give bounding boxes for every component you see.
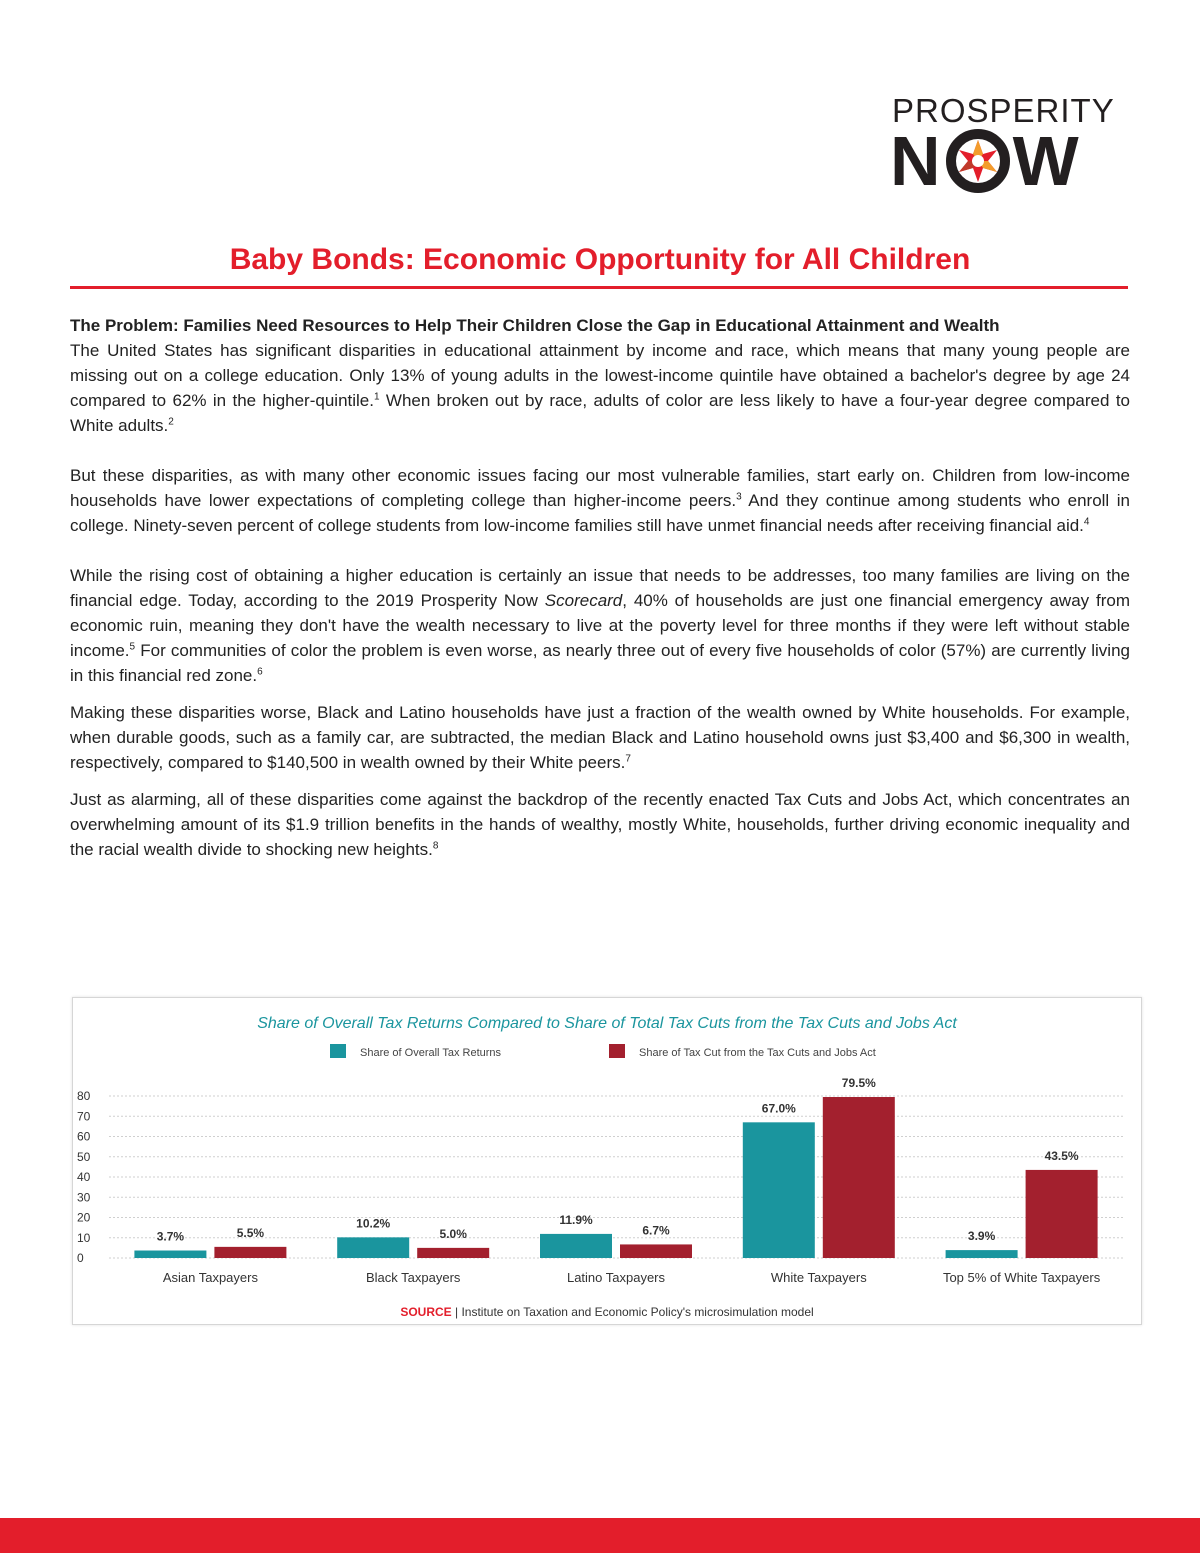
paragraph-3 <box>70 563 1130 688</box>
paragraph-1-text: The United States has significant disparities in educational attainment by income and race, which means that many young people are missing out on a college education. Only 13% of young adults in the lowest-income quintile have obtained a bachelor's degree by age 24 compared to 62% in the higher-quintile. <box>70 341 1130 410</box>
tax-cuts-chart <box>72 997 1142 1325</box>
data-label: 6.7% <box>642 1223 670 1238</box>
bar <box>337 1237 409 1258</box>
footnote-ref[interactable]: 7 <box>625 753 631 765</box>
x-tick-label: Asian Taxpayers <box>162 1270 258 1285</box>
logo-wordmark-now <box>890 122 1081 200</box>
footnote-ref[interactable]: 8 <box>432 840 439 852</box>
scorecard-title: Scorecard <box>544 591 623 610</box>
bar <box>214 1247 286 1258</box>
logo-wordmark-top: PROSPERITY <box>892 92 1115 129</box>
paragraph-4-text: Making these disparities worse, Black and Latino households have just a fraction of the wealth owned by White households. For example, when durable goods, such as a family car, are subtracted, the median Black and Latino household owns just $3,400 and $6,300 in wealth, respectively, compared to $140,500 in wealth owned by their White peers. <box>70 703 1130 772</box>
bar <box>620 1244 692 1258</box>
title-divider <box>70 286 1128 289</box>
footnote-ref[interactable]: 1 <box>373 391 380 403</box>
page-title: Baby Bonds: Economic Opportunity for All Children <box>229 243 971 276</box>
y-tick-label: 50 <box>77 1149 91 1164</box>
bar <box>743 1122 815 1258</box>
bar <box>134 1251 206 1258</box>
data-label: 43.5% <box>1044 1148 1079 1163</box>
logo-letter-n: N <box>890 122 943 200</box>
chart-canvas <box>73 998 1141 1324</box>
paragraph-4 <box>70 700 1130 775</box>
paragraph-2-text-b: And they continue among students who enroll in college. Ninety-seven percent of college students from low-income families still have unmet financial needs after receiving financial aid. <box>70 491 1130 535</box>
data-label: 5.5% <box>236 1225 265 1240</box>
footnote-ref[interactable]: 5 <box>129 641 136 653</box>
paragraph-3-text-b: , 40% of households are just one financial emergency away from economic ruin, meaning they don't have the wealth necessary to live at the poverty level for three months if they were left without stable income. <box>70 591 1130 660</box>
footnote-ref[interactable]: 6 <box>257 666 263 678</box>
bar <box>1026 1170 1098 1258</box>
chart-title: Share of Overall Tax Returns Compared to Share of Total Tax Cuts from the Tax Cuts and Jobs Act <box>257 1015 957 1032</box>
bar <box>823 1097 895 1258</box>
logo-star-icon <box>945 128 1011 194</box>
paragraph-2-text: But these disparities, as with many other economic issues facing our most vulnerable families, start early on. Children from low-income households have lower expectations of completing college than higher-income peers. <box>70 466 1130 510</box>
source-label: SOURCE <box>400 1305 455 1319</box>
x-tick-label: Black Taxpayers <box>365 1270 461 1285</box>
paragraph-5 <box>70 787 1130 862</box>
paragraph-1 <box>70 313 1130 438</box>
chart-source <box>400 1305 813 1319</box>
paragraph-2 <box>70 463 1130 538</box>
footer-bar <box>0 1518 1200 1553</box>
logo-letter-w: W <box>1012 122 1081 200</box>
data-label: 67.0% <box>761 1101 796 1116</box>
y-tick-label: 60 <box>77 1129 91 1144</box>
section-heading: The Problem: Families Need Resources to Help Their Children Close the Gap in Educational Attainment and Wealth <box>70 316 1000 335</box>
paragraph-3-text: While the rising cost of obtaining a higher education is certainly an issue that needs to be addresses, too many families are living on the financial edge. Today, according to the 2019 Prosperity Now <box>70 566 1130 610</box>
x-tick-label: Top 5% of White Taxpayers <box>942 1270 1101 1285</box>
y-tick-label: 70 <box>77 1109 91 1124</box>
legend-label: Share of Overall Tax Returns <box>360 1047 502 1059</box>
bar <box>540 1234 612 1258</box>
paragraph-3-text-c: For communities of color the problem is even worse, as nearly three out of every five households of color (57%) are currently living in this financial red zone. <box>70 641 1130 685</box>
legend-label: Share of Tax Cut from the Tax Cuts and Jobs Act <box>639 1047 876 1059</box>
y-tick-label: 40 <box>77 1170 91 1184</box>
legend-swatch <box>330 1044 346 1058</box>
y-tick-label: 10 <box>77 1230 91 1245</box>
y-tick-label: 20 <box>77 1210 91 1225</box>
data-label: 5.0% <box>439 1226 467 1241</box>
y-tick-label: 30 <box>77 1190 91 1205</box>
data-label: 11.9% <box>559 1212 593 1227</box>
bar <box>946 1250 1018 1258</box>
paragraph-5-text: Just as alarming, all of these disparities come against the backdrop of the recently enacted Tax Cuts and Jobs Act, which concentrates an overwhelming amount of its $1.9 trillion benefits in the hands of wealthy, mostly White, households, further driving economic inequality and the racial wealth divide to shocking new heights. <box>70 790 1130 859</box>
bar <box>417 1248 489 1258</box>
x-tick-label: Latino Taxpayers <box>566 1270 666 1285</box>
legend-swatch <box>609 1044 625 1058</box>
y-tick-label: 80 <box>77 1089 91 1103</box>
footnote-ref[interactable]: 4 <box>1083 516 1090 528</box>
footnote-ref[interactable]: 2 <box>168 416 174 428</box>
paragraph-1-text-b: When broken out by race, adults of color are less likely to have a four-year degree compared to White adults. <box>70 391 1130 435</box>
data-label: 3.7% <box>156 1229 185 1244</box>
data-label: 79.5% <box>841 1076 876 1091</box>
y-tick-label: 0 <box>77 1251 84 1265</box>
article-body <box>70 313 1130 874</box>
prosperity-now-logo <box>888 92 1118 202</box>
source-text: | Institute on Taxation and Economic Policy's microsimulation model <box>455 1305 814 1319</box>
data-label: 3.9% <box>967 1229 996 1244</box>
data-label: 10.2% <box>356 1216 391 1231</box>
x-tick-label: White Taxpayers <box>770 1270 867 1285</box>
footnote-ref[interactable]: 3 <box>736 491 742 503</box>
